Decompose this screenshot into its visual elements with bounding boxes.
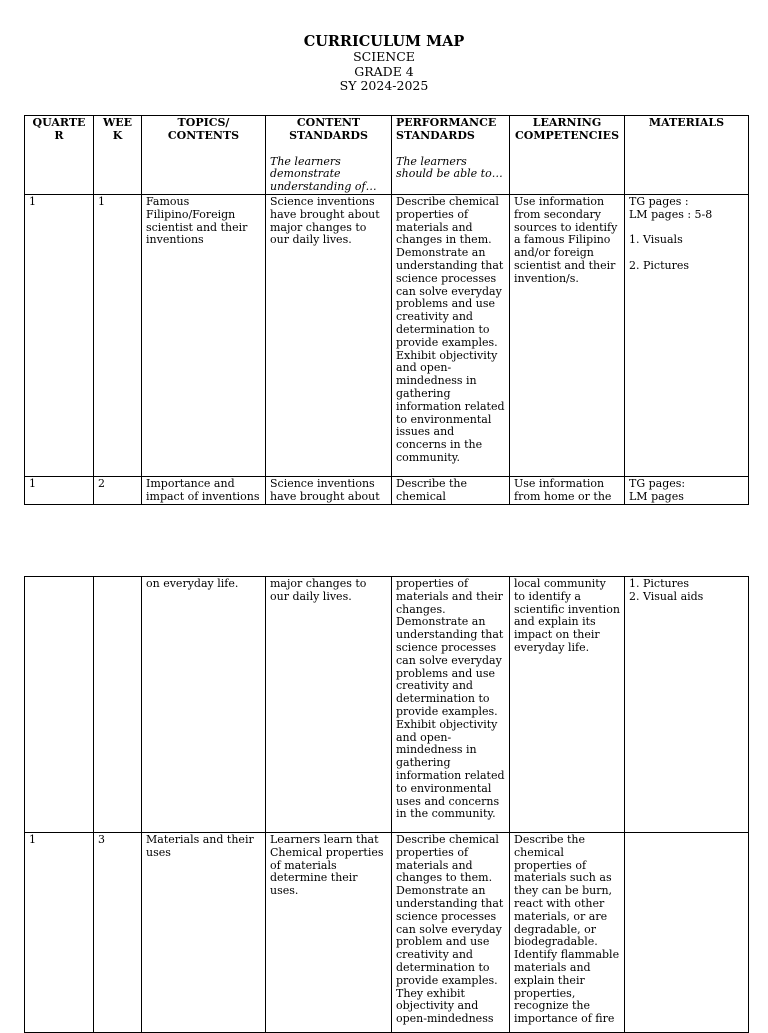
performance-standards-note: The learners should be able to… <box>396 154 503 181</box>
curriculum-table-part-2 <box>24 576 749 1033</box>
table-row <box>25 833 749 1033</box>
cell-content-standards: Learners learn that Chemical properties of materials determine their uses. <box>266 833 392 1033</box>
cell-learning-competencies: Use information from secondary sources to identify a famous Filipino and/or foreign scientist and their invention/s. <box>510 194 625 476</box>
cell-performance-standards: Describe chemical properties of materials and changes to them. Demonstrate an understanding that science processes can solve everyday problem and use creativity and determination to provide examples. They exhibit objectivity and open-mindedness <box>392 833 510 1033</box>
cell-week: 2 <box>94 476 142 504</box>
header-content-standards <box>266 116 392 195</box>
cell-learning-competencies: Describe the chemical properties of materials such as they can be burn, react with other materials, or are degradable, or biodegradable. Identify flammable materials and explain their properties, recognize the importance of fire <box>510 833 625 1033</box>
cell-week: 3 <box>94 833 142 1033</box>
cell-performance-standards: Describe chemical properties of materials and changes in them. Demonstrate an understanding that science processes can solve everyday problems and use creativity and determination to provide examples. Exhibit objectivity and open-mindedness in gathering information related to environmental issues and concerns in the community. <box>392 194 510 476</box>
cell-content-standards: Science inventions have brought about major changes to our daily lives. <box>266 194 392 476</box>
cell-materials: TG pages : LM pages : 5-8 1. Visuals 2. Pictures <box>625 194 749 476</box>
cell-performance-standards: Describe the chemical <box>392 476 510 504</box>
cell-topic: Materials and their uses <box>142 833 266 1033</box>
cell-performance-standards: properties of materials and their changes. Demonstrate an understanding that science processes can solve everyday problems and use creativity and determination to provide examples. Exhibit objectivity and open-mindedness in gathering information related to environmental uses and concerns in the community. <box>392 577 510 833</box>
cell-quarter: 1 <box>25 194 94 476</box>
header-content-standards-label: CONTENT STANDARDS <box>289 116 368 142</box>
header-quarter: QUARTE R <box>25 116 94 195</box>
table-row <box>25 194 749 476</box>
cell-learning-competencies: Use information from home or the <box>510 476 625 504</box>
cell-materials <box>625 833 749 1033</box>
cell-content-standards: Science inventions have brought about <box>266 476 392 504</box>
cell-quarter: 1 <box>25 476 94 504</box>
cell-materials: 1. Pictures 2. Visual aids <box>625 577 749 833</box>
cell-topic: Importance and impact of inventions <box>142 476 266 504</box>
header-performance-standards-label: PERFORMANCE STANDARDS <box>396 116 497 142</box>
cell-topic: Famous Filipino/Foreign scientist and their inventions <box>142 194 266 476</box>
header-materials: MATERIALS <box>625 116 749 195</box>
grade-label: GRADE 4 <box>354 63 414 79</box>
cell-topic: on everyday life. <box>142 577 266 833</box>
header-performance-standards <box>392 116 510 195</box>
document-title: CURRICULUM MAP <box>303 33 465 50</box>
table-header-row <box>25 116 749 195</box>
school-year-label: SY 2024-2025 <box>339 78 429 93</box>
header-week: WEE K <box>94 116 142 195</box>
cell-quarter <box>25 577 94 833</box>
cell-learning-competencies: local community to identify a scientific invention and explain its impact on their everyday life. <box>510 577 625 833</box>
document-header <box>0 33 768 94</box>
subject-label: SCIENCE <box>353 49 415 64</box>
cell-week: 1 <box>94 194 142 476</box>
cell-content-standards: major changes to our daily lives. <box>266 577 392 833</box>
cell-materials: TG pages: LM pages <box>625 476 749 504</box>
header-learning-competencies: LEARNING COMPETENCIES <box>510 116 625 195</box>
content-standards-note: The learners demonstrate understanding of… <box>270 154 377 194</box>
cell-quarter: 1 <box>25 833 94 1033</box>
header-topics: TOPICS/ CONTENTS <box>142 116 266 195</box>
table-row <box>25 476 749 504</box>
cell-week <box>94 577 142 833</box>
table-row-continued <box>25 577 749 833</box>
curriculum-table-part-1 <box>24 115 749 505</box>
